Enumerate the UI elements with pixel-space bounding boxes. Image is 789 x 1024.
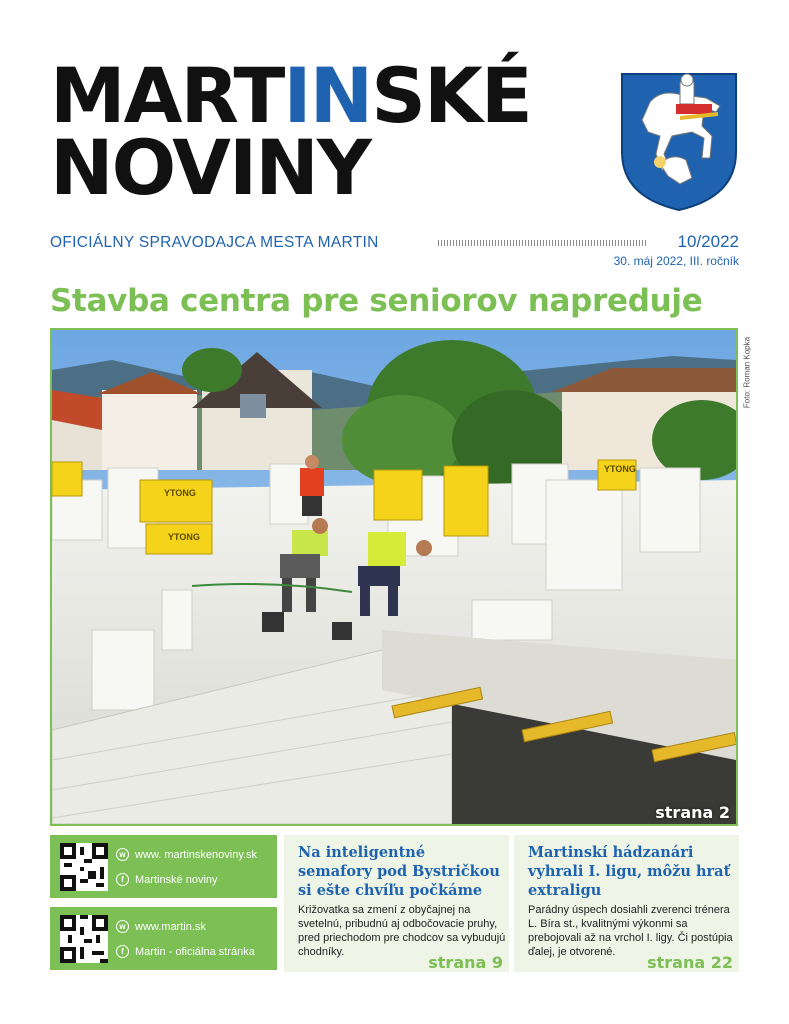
lead-headline[interactable]: Stavba centra pre seniorov napreduje bbox=[50, 283, 703, 319]
photo-credit bbox=[742, 330, 752, 420]
article-summary: Križovatka sa zmení z obyčajnej na svetelnú, pribudnú aj odbočovacie pruhy, pred priechodom pre chodcov sa vybudujú chodníky. bbox=[298, 904, 506, 958]
photo-page-ref[interactable]: strana 2 bbox=[655, 803, 730, 822]
facebook-icon: f bbox=[116, 873, 129, 886]
facebook-link[interactable] bbox=[116, 945, 255, 958]
website-url[interactable]: www.martin.sk bbox=[135, 920, 206, 933]
ytong-label: YTONG bbox=[164, 488, 196, 498]
article-title[interactable]: Na inteligentné semafory pod Bystričkou si ešte chvíľu počkáme bbox=[298, 844, 500, 899]
ytong-label: YTONG bbox=[168, 532, 200, 542]
subtitle: OFICIÁLNY SPRAVODAJCA MESTA MARTIN bbox=[50, 234, 379, 251]
article-page-ref[interactable]: strana 22 bbox=[647, 953, 733, 972]
qr-code-icon[interactable] bbox=[60, 843, 108, 891]
website-link[interactable] bbox=[116, 920, 206, 933]
facebook-name[interactable]: Martinské noviny bbox=[135, 873, 218, 886]
lead-photo[interactable] bbox=[50, 328, 738, 826]
masthead-part: MART bbox=[50, 51, 284, 140]
masthead-accent: IN bbox=[283, 51, 372, 140]
qr-box-martinskenoviny[interactable] bbox=[50, 835, 277, 898]
website-link[interactable] bbox=[116, 848, 257, 861]
website-url[interactable]: www. martinskenoviny.sk bbox=[135, 848, 258, 861]
masthead-line-2: NOVINY bbox=[50, 123, 370, 212]
facebook-icon: f bbox=[116, 945, 129, 958]
article-page-ref[interactable]: strana 9 bbox=[428, 953, 503, 972]
article-title[interactable]: Martinskí hádzanári vyhrali I. ligu, môžu hrať extraligu bbox=[528, 844, 731, 899]
www-icon: w bbox=[116, 920, 129, 933]
article-teaser-hadzanari[interactable] bbox=[514, 835, 739, 972]
facebook-name[interactable]: Martin - oficiálna stránka bbox=[135, 945, 255, 958]
article-teaser-semafory[interactable] bbox=[284, 835, 509, 972]
www-icon: w bbox=[116, 848, 129, 861]
qr-box-martin[interactable] bbox=[50, 907, 277, 970]
masthead-part: SKÉ bbox=[371, 51, 531, 140]
qr-code-icon[interactable] bbox=[60, 915, 108, 963]
masthead-line-1 bbox=[50, 51, 531, 140]
facebook-link[interactable] bbox=[116, 873, 218, 886]
issue-number: 10/2022 bbox=[677, 232, 739, 251]
issue-date: 30. máj 2022, III. ročník bbox=[613, 254, 739, 268]
subtitle-bar bbox=[50, 234, 739, 252]
photo-credit-text: Foto: Roman Kopka bbox=[742, 336, 752, 409]
article-summary: Parádny úspech dosiahli zverenci trénera L. Bíra st., kvalitnými výkonmi sa prebojovali až na vrchol I. ligy. Či postúpia ďalej, je otvorené. bbox=[528, 904, 733, 958]
martin-coat-of-arms-icon bbox=[620, 72, 738, 212]
dotted-divider bbox=[438, 240, 646, 246]
ytong-label: YTONG bbox=[604, 464, 636, 474]
masthead-title bbox=[50, 51, 531, 212]
